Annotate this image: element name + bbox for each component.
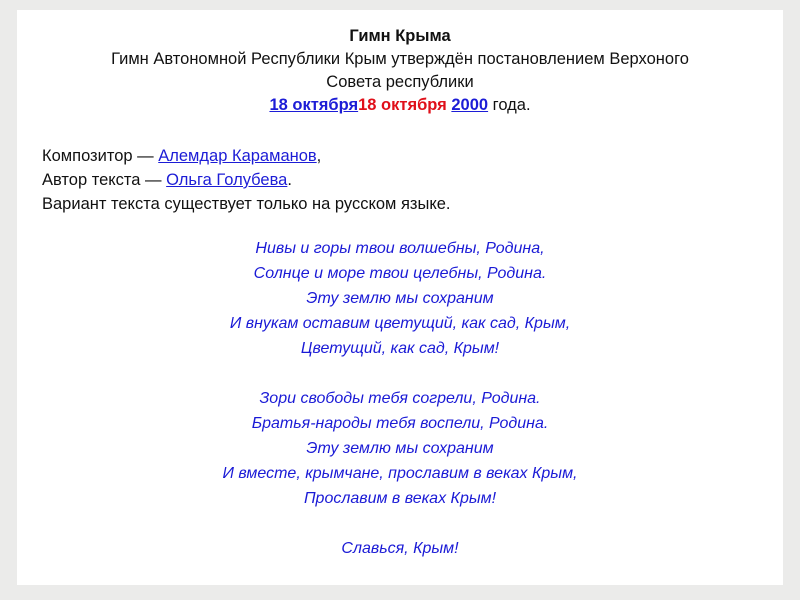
page-title: Гимн Крыма: [349, 27, 451, 45]
lyric-line: И вместе, крымчане, прославим в веках Крым,: [222, 465, 578, 482]
composer-link[interactable]: Алемдар Караманов: [158, 147, 317, 165]
date-link[interactable]: 18 октября: [269, 96, 359, 114]
lyric-line: Эту землю мы сохраним: [306, 440, 494, 457]
lyric-line: И внукам оставим цветущий, как сад, Крым,: [229, 315, 571, 332]
date-line: [17, 94, 783, 117]
stanza-spacer: [17, 511, 783, 536]
closing-line: Славься, Крым!: [341, 540, 459, 557]
slide: [17, 10, 783, 585]
lyric-line: Эту землю мы сохраним: [306, 290, 494, 307]
author-link[interactable]: Ольга Голубева: [166, 171, 288, 189]
lyric-line: Солнце и море твои целебны, Родина.: [253, 265, 547, 282]
stanza-1: [17, 236, 783, 361]
composer-prefix: Композитор —: [42, 147, 159, 165]
anthem-lyrics: [17, 236, 783, 561]
lyric-line: Зори свободы тебя согрели, Родина.: [259, 390, 541, 407]
lyric-line: Нивы и горы твои волшебны, Родина,: [255, 240, 545, 257]
variant-note: Вариант текста существует только на русском языке.: [42, 195, 451, 213]
date-red-text: 18 октября: [358, 96, 447, 114]
lyric-line: Цветущий, как сад, Крым!: [300, 340, 500, 357]
composer-line: [42, 144, 742, 168]
intro-line-2: Совета республики: [326, 73, 474, 91]
stanza-2: [17, 386, 783, 511]
author-suffix: .: [287, 171, 292, 189]
lyric-line: Прославим в веках Крым!: [303, 490, 497, 507]
header: [17, 25, 783, 117]
credits: [42, 144, 742, 216]
lyric-line: Братья-народы тебя воспели, Родина.: [251, 415, 549, 432]
stanza-spacer: [17, 361, 783, 386]
author-line: [42, 168, 742, 192]
author-prefix: Автор текста —: [42, 171, 167, 189]
composer-suffix: ,: [316, 147, 322, 165]
year-link[interactable]: 2000: [451, 96, 489, 114]
year-suffix: года.: [488, 96, 531, 114]
intro-line-1: Гимн Автономной Республики Крым утверждён постановлением Верхоного: [111, 50, 689, 68]
